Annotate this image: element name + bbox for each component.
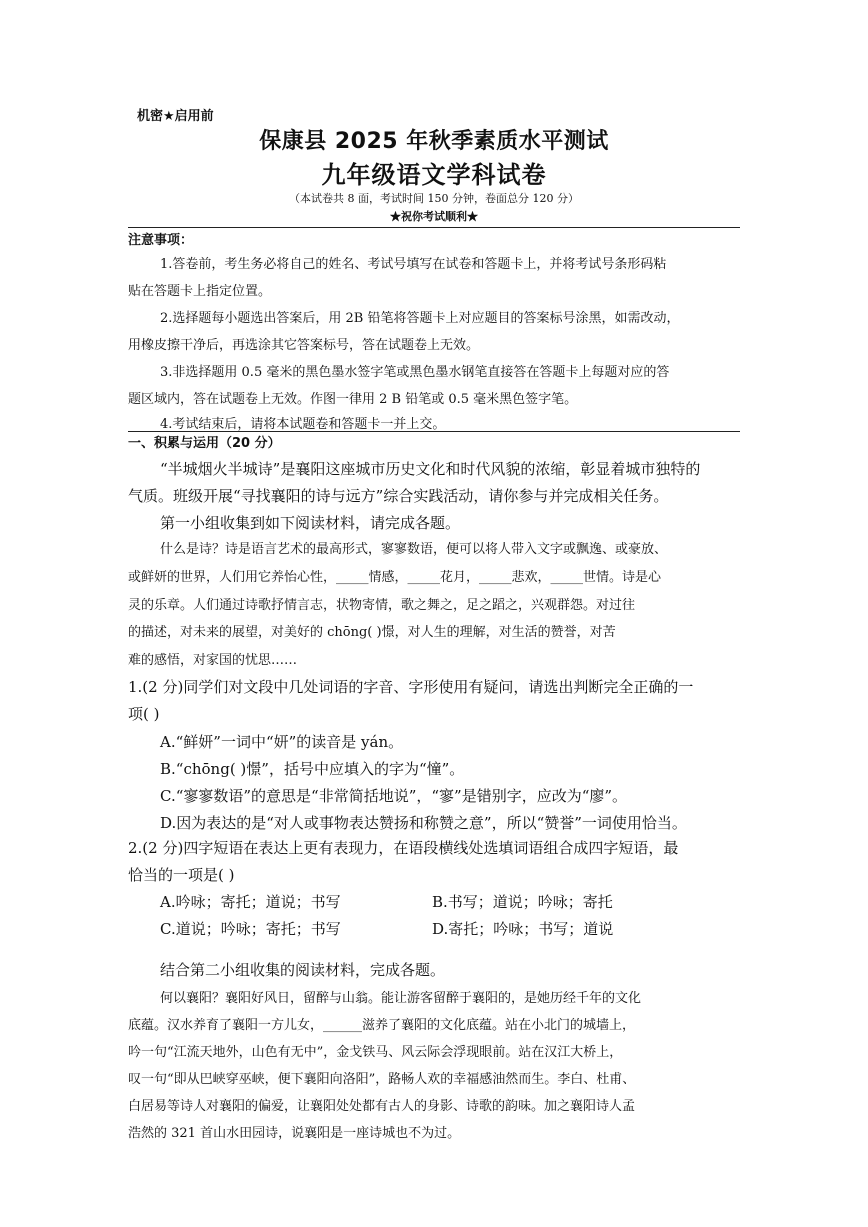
question-1-stem: 1.(2 分)同学们对文段中几处词语的字音、字形使用有疑问，请选出判断完全正确的一 [128, 678, 694, 696]
exam-info: （本试卷共 8 面，考试时间 150 分钟，卷面总分 120 分） [289, 192, 579, 205]
passage2-line: 吟一句“江流天地外，山色有无中”，金戈铁马、风云际会浮现眼前。站在汉江大桥上， [128, 1045, 623, 1060]
question-1-option-b: B.“chōng( )憬”，括号中应填入的字为“憧”。 [160, 760, 465, 778]
exam-title: 保康县 2025 年秋季素质水平测试 [259, 129, 609, 154]
notice-heading: 注意事项： [128, 233, 194, 248]
question-1-option-a: A.“鲜妍”一词中“妍”的读音是 yán。 [160, 733, 404, 751]
passage2-line: 浩然的 321 首山水田园诗，说襄阳是一座诗城也不为过。 [128, 1126, 461, 1141]
notice-line: 3.非选择题用 0.5 毫米的黑色墨水签字笔或黑色墨水钢笔直接答在答题卡上每题对应的答 [160, 365, 670, 380]
notice-line: 题区域内，答在试题卷上无效。作图一律用 2 B 铅笔或 0.5 毫米黑色签字笔。 [128, 392, 578, 407]
question-2-option-c: C.道说；吟咏；寄托；书写 [160, 920, 341, 938]
passage-line: 的描述，对未来的展望，对美好的 chōng( )憬，对人生的理解，对生活的赞誉，对苦 [128, 625, 616, 640]
passage2-line: 叹一句“即从巴峡穿巫峡，便下襄阳向洛阳”，路畅人欢的幸福感油然而生。李白、杜甫、 [128, 1072, 636, 1087]
section-heading: 一、积累与运用（20 分） [128, 436, 281, 451]
notice-line: 1.答卷前，考生务必将自己的姓名、考试号填写在试卷和答题卡上，并将考试号条形码粘 [160, 257, 667, 272]
exam-subtitle: 九年级语文学科试卷 [321, 161, 547, 189]
question-2-stem: 恰当的一项是( ) [128, 866, 235, 884]
passage-line: 什么是诗？诗是语言艺术的最高形式，寥寥数语，便可以将人带入文字或飘逸、或豪放、 [160, 542, 668, 557]
intro-line: 第一小组收集到如下阅读材料，请完成各题。 [160, 514, 461, 532]
question-1-option-c: C.“寥寥数语”的意思是“非常简括地说”，“寥”是错别字，应改为“廖”。 [160, 787, 628, 805]
notice-line: 贴在答题卡上指定位置。 [128, 284, 272, 299]
question-1-stem: 项( ) [128, 705, 160, 723]
passage2-line: 何以襄阳？襄阳好风日，留醉与山翁。能让游客留醉于襄阳的，是她历经千年的文化 [160, 991, 642, 1006]
intro-line: 气质。班级开展“寻找襄阳的诗与远方”综合实践活动，请你参与并完成相关任务。 [128, 487, 669, 505]
passage2-line: 白居易等诗人对襄阳的偏爱，让襄阳处处都有古人的身影、诗歌的韵味。加之襄阳诗人孟 [128, 1099, 636, 1114]
group2-intro: 结合第二小组收集的阅读材料，完成各题。 [160, 961, 446, 979]
passage-line: 灵的乐章。人们通过诗歌抒情言志，状物寄情，歌之舞之，足之蹈之，兴观群怨。对过往 [128, 598, 636, 613]
passage2-line: 底蕴。汉水养育了襄阳一方儿女，______滋养了襄阳的文化底蕴。站在小北门的城墙上， [128, 1018, 636, 1033]
question-1-option-d: D.因为表达的是“对人或事物表达赞扬和称赞之意”，所以“赞誉”一词使用恰当。 [160, 814, 687, 832]
notice-line: 2.选择题每小题选出答案后，用 2B 铅笔将答题卡上对应题目的答案标号涂黑，如需改动， [160, 311, 680, 326]
notice-line: 用橡皮擦干净后，再选涂其它答案标号，答在试题卷上无效。 [128, 338, 480, 353]
confidential-label: 机密★启用前 [137, 109, 214, 124]
question-2-option-d: D.寄托；吟咏；书写；道说 [432, 920, 614, 938]
question-2-option-b: B.书写；道说；吟咏；寄托 [432, 893, 613, 911]
divider-top [128, 227, 740, 228]
good-luck-note: ★祝你考试顺利★ [390, 210, 478, 223]
passage-line: 难的感悟，对家国的忧思…… [128, 653, 298, 668]
notice-line: 4.考试结束后，请将本试题卷和答题卡一并上交。 [160, 417, 446, 432]
question-2-stem: 2.(2 分)四字短语在表达上更有表现力，在语段横线处选填词语组合成四字短语，最 [128, 839, 679, 857]
passage-line: 或鲜妍的世界，人们用它养怡心性，_____情感，_____花月，_____悲欢，_____世情。诗是心 [128, 570, 662, 585]
intro-line: “半城烟火半城诗”是襄阳这座城市历史文化和时代风貌的浓缩，彰显着城市独特的 [160, 460, 701, 478]
question-2-option-a: A.吟咏；寄托；道说；书写 [160, 893, 341, 911]
